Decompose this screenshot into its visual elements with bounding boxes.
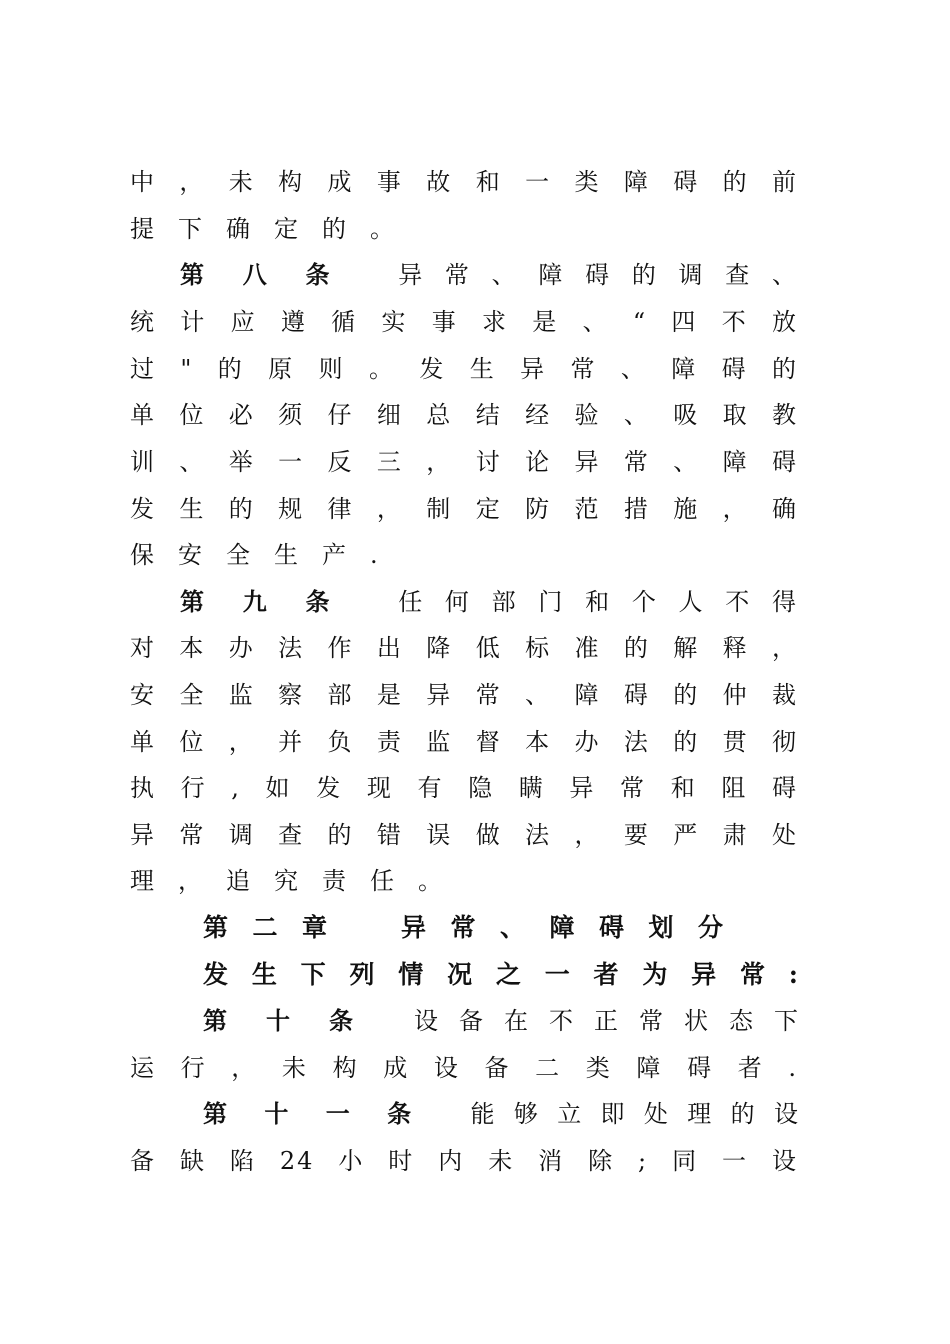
article-9-title: 第九条 [180, 587, 369, 616]
text-line-4: 过"的原则。发生异常、障碍的 [130, 355, 798, 383]
article-9-line [180, 582, 798, 622]
text-line-14: 理，追究责任。 [130, 867, 466, 895]
text-line-8: 保安全生产. [130, 541, 402, 569]
text-line-10: 安全监察部是异常、障碍的仲裁 [130, 681, 798, 709]
text-line-15: 运行，未构成设备二类障碍者. [130, 1054, 798, 1082]
chapter-subheading: 发生下列情况之一者为异常: [203, 960, 798, 989]
text-line-9: 对本办法作出降低标准的解释， [130, 634, 798, 662]
text-line-5: 单位必须仔细总结经验、吸取教 [130, 401, 798, 429]
text-line-2: 提下确定的。 [130, 215, 418, 243]
article-10-line [203, 1001, 798, 1041]
text-line-12: 执行,如发现有隐瞒异常和阻碍 [130, 774, 798, 802]
article-8-line [180, 255, 798, 295]
article-8-title: 第八条 [180, 260, 369, 289]
text-line-6: 训、举一反三，讨论异常、障碍 [130, 448, 798, 476]
article-10-text: 设备在不正常状态下 [414, 1007, 798, 1035]
text-line-7: 发生的规律，制定防范措施，确 [130, 495, 798, 523]
text-line-13: 异常调查的错误做法，要严肃处 [130, 821, 798, 849]
article-9-text: 任何部门和个人不得 [398, 588, 798, 616]
text-line-1: 中，未构成事故和一类障碍的前 [130, 168, 798, 196]
article-11-line [203, 1094, 798, 1134]
chapter-heading: 第二章 异常、障碍划分 [203, 913, 723, 942]
article-11-title: 第十一条 [203, 1099, 449, 1128]
article-10-title: 第十条 [203, 1006, 392, 1035]
text-line-3: 统计应遵循实事求是、“四不放 [130, 308, 798, 336]
article-11-text: 能够立即处理的设 [470, 1100, 798, 1128]
text-line-16: 备缺陷24小时内未消除;同一设 [130, 1147, 798, 1175]
text-line-11: 单位，并负责监督本办法的贯彻 [130, 728, 798, 756]
article-8-text: 异常、障碍的调查、 [398, 261, 798, 289]
